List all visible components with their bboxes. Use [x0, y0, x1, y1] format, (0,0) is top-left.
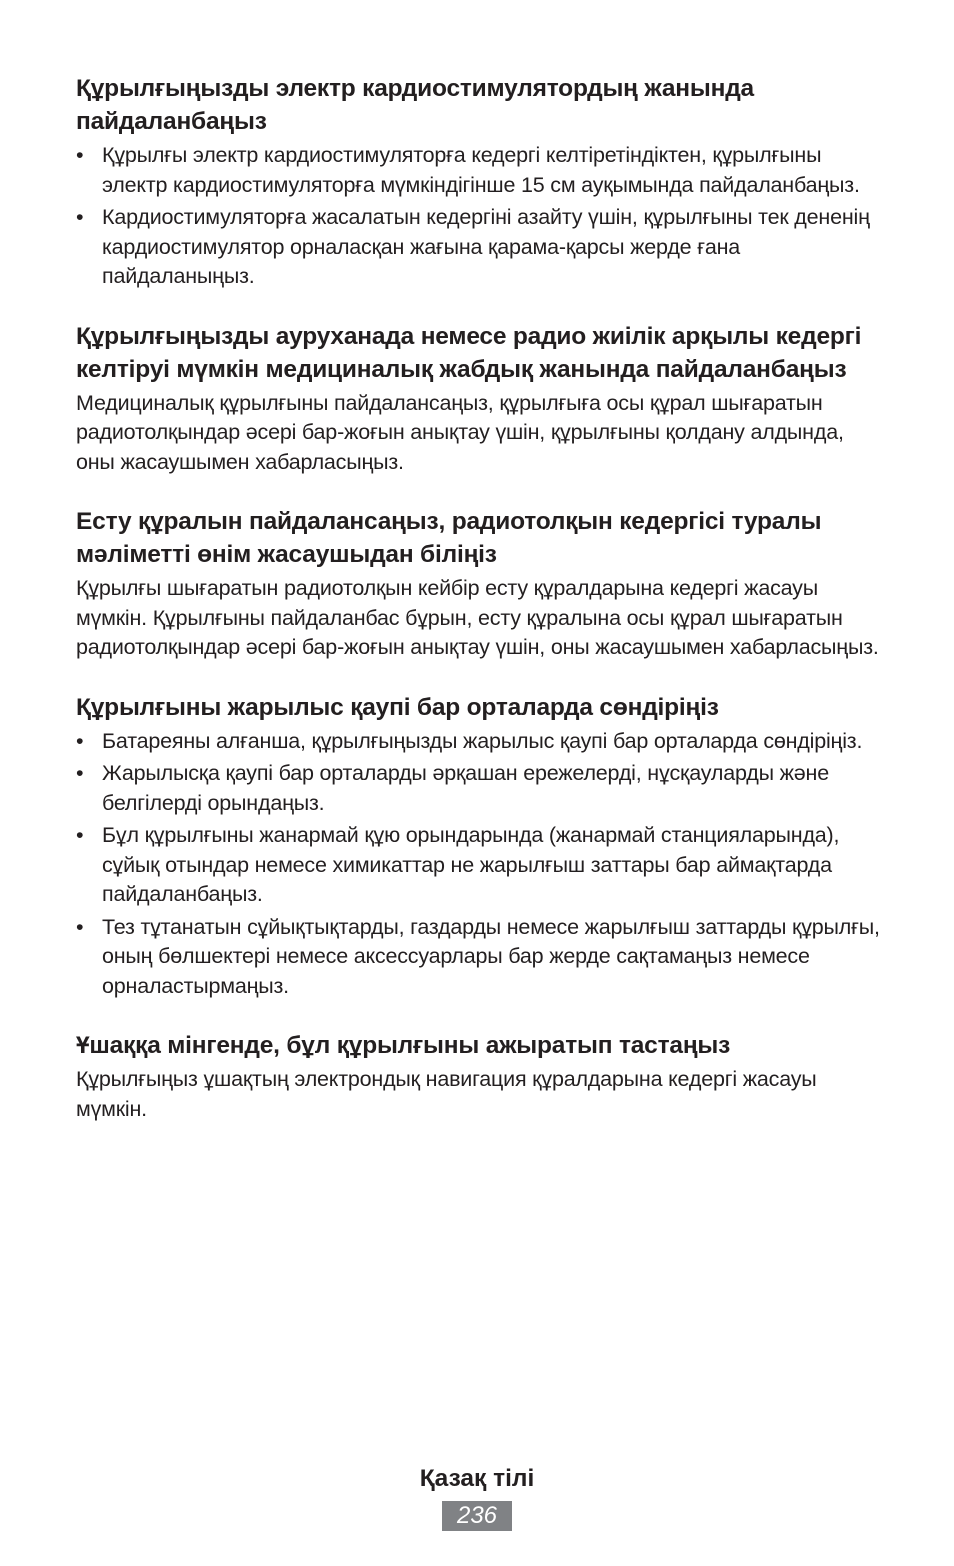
list-item-text: Батареяны алғанша, құрылғыңызды жарылыс қаупі бар орталарда сөндіріңіз. [102, 728, 863, 753]
section-pacemaker [76, 72, 886, 292]
footer-language: Қазақ тілі [419, 1465, 535, 1492]
list-item [76, 203, 886, 292]
section-heading: Құрылғыңызды ауруханада немесе радио жиілік арқылы кедергі келтіруі мүмкін медициналық жабдық жанында пайдаланбаңыз [76, 322, 862, 383]
list-item [76, 727, 886, 757]
bullet-glyph: • [76, 761, 84, 785]
bullet-glyph: • [76, 914, 84, 939]
list-item-text: Жарылысқа қаупі бар орталарды әрқашан ережелерді, нұсқауларды және белгілерді орындаңыз. [102, 761, 829, 815]
list-item [76, 759, 886, 818]
bullet-glyph: • [76, 823, 84, 847]
list-item-text: Бұл құрылғыны жанармай құю орындарында (жанармай станцияларында), сұйық отындар немесе химикаттар не жарылғыш заттары бар аймақтарда пайдаланбаңыз. [102, 823, 840, 906]
section-aircraft [76, 1029, 886, 1124]
section-paragraph: Құрылғыңыз ұшақтың электрондық навигация құралдарына кедергі жасауы мүмкін. [76, 1067, 817, 1121]
bullet-glyph: • [76, 728, 84, 753]
list-item [76, 913, 886, 1002]
section-heading: Құрылғыңызды электр кардиостимулятордың жанында пайдаланбаңыз [76, 75, 754, 135]
section-heading: Есту құралын пайдалансаңыз, радиотолқын кедергісі туралы мәліметті өнім жасаушыдан біліңіз [76, 508, 822, 568]
list-item-text: Тез тұтанатын сұйықтықтарды, газдарды немесе жарылғыш заттарды құрылғы, оның бөлшектері немесе аксессуарлары бар жерде сақтамаңыз немесе орналастырмаңыз. [102, 914, 880, 998]
section-heading: Ұшаққа мінгенде, бұл құрылғыны ажыратып тастаңыз [76, 1032, 731, 1059]
list-item-text: Кардиостимуляторға жасалатын кедергіні азайту үшін, құрылғыны тек дененің кардиостимулятор орналасқан жағына қарама-қарсы жерде ғана пайдаланыңыз. [102, 205, 870, 288]
list-item-text: Құрылғы электр кардиостимуляторға кедергі келтіретіндіктен, құрылғыны электр кардиостимуляторға мүмкіндігінше 15 см ауқымында пайдаланбаңыз. [102, 143, 860, 197]
bullet-list [76, 727, 886, 1002]
list-item [76, 821, 886, 910]
page-footer [0, 1463, 954, 1531]
section-hearing-aid [76, 505, 886, 663]
section-paragraph: Медициналық құрылғыны пайдалансаңыз, құрылғыға осы құрал шығаратын радиотолқындар әсері бар-жоғын анықтау үшін, құрылғыны қолдану алдында, оны жасаушымен хабарласыңыз. [76, 390, 844, 474]
section-heading: Құрылғыны жарылыс қаупі бар орталарда сөндіріңіз [76, 693, 719, 721]
bullet-list [76, 141, 886, 292]
section-explosive [76, 691, 886, 1002]
bullet-glyph: • [76, 143, 84, 167]
section-hospital [76, 320, 886, 478]
section-paragraph: Құрылғы шығаратын радиотолқын кейбір есту құралдарына кедергі жасауы мүмкін. Құрылғыны пайдаланбас бұрын, есту құралына осы құрал шығаратын радиотолқындар әсері бар-жоғын анықтау үшін, оны жасаушымен хабарласыңыз. [76, 576, 879, 659]
page-number: 236 [442, 1501, 512, 1531]
bullet-glyph: • [76, 205, 84, 229]
document-body [76, 72, 886, 1152]
list-item [76, 141, 886, 200]
